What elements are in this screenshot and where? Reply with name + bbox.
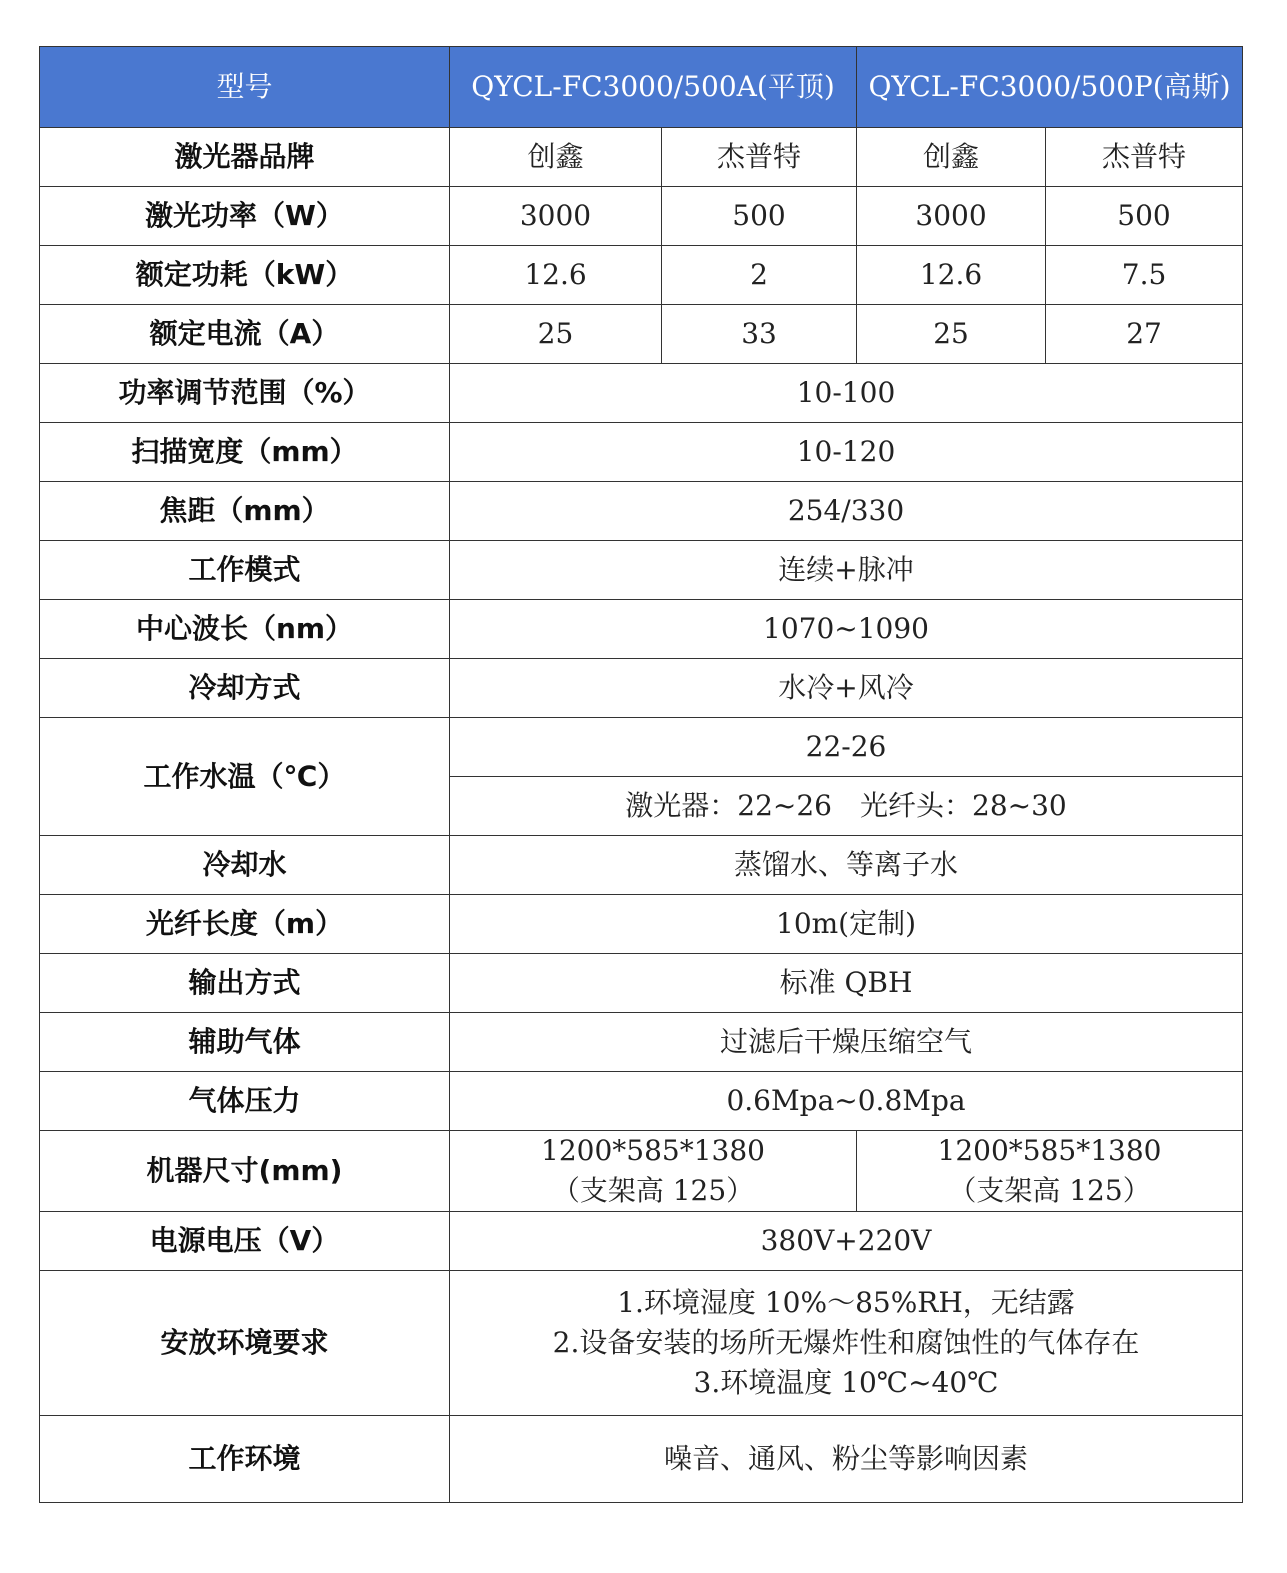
row-label: 输出方式 — [40, 954, 450, 1013]
cell-p2: 500 — [1046, 187, 1243, 246]
cell-value: 激光器：22~26 光纤头：28~30 — [450, 777, 1243, 836]
cell-a1: 3000 — [450, 187, 662, 246]
cell-value: 254/330 — [450, 482, 1243, 541]
cell-dimensions-p — [857, 1131, 1243, 1212]
row-label: 电源电压（V） — [40, 1212, 450, 1271]
row-label: 激光功率（W） — [40, 187, 450, 246]
cell-a1: 创鑫 — [450, 128, 662, 187]
cell-p1: 12.6 — [857, 246, 1046, 305]
table-row-wavelength — [40, 600, 1243, 659]
header-model-p: QYCL-FC3000/500P(高斯) — [857, 47, 1243, 128]
cell-value: 连续+脉冲 — [450, 541, 1243, 600]
row-label: 功率调节范围（%） — [40, 364, 450, 423]
cell-environment — [450, 1271, 1243, 1416]
table-row-current — [40, 305, 1243, 364]
table-row-work-env — [40, 1416, 1243, 1503]
cell-p2: 7.5 — [1046, 246, 1243, 305]
cell-a2: 杰普特 — [662, 128, 857, 187]
table-row-cooling — [40, 659, 1243, 718]
cell-value: 标准 QBH — [450, 954, 1243, 1013]
row-label: 额定电流（A） — [40, 305, 450, 364]
table-row-power — [40, 187, 1243, 246]
cell-value: 1070~1090 — [450, 600, 1243, 659]
dimensions-p-line1: 1200*585*1380 — [937, 1134, 1162, 1167]
row-label: 中心波长（nm） — [40, 600, 450, 659]
row-label: 额定功耗（kW） — [40, 246, 450, 305]
cell-value: 噪音、通风、粉尘等影响因素 — [450, 1416, 1243, 1503]
cell-dimensions-a — [450, 1131, 857, 1212]
table-row-water-temp — [40, 718, 1243, 777]
cell-value: 过滤后干燥压缩空气 — [450, 1013, 1243, 1072]
environment-line2: 2.设备安装的场所无爆炸性和腐蚀性的气体存在 — [552, 1326, 1140, 1359]
cell-value: 380V+220V — [450, 1212, 1243, 1271]
header-model-a: QYCL-FC3000/500A(平顶) — [450, 47, 857, 128]
cell-value: 水冷+风冷 — [450, 659, 1243, 718]
table-row-brand — [40, 128, 1243, 187]
cell-a2: 2 — [662, 246, 857, 305]
table-row-power-range — [40, 364, 1243, 423]
header-row — [40, 47, 1243, 128]
cell-p1: 3000 — [857, 187, 1046, 246]
table-row-focal — [40, 482, 1243, 541]
header-model-label: 型号 — [40, 47, 450, 128]
dimensions-a-line1: 1200*585*1380 — [541, 1134, 765, 1167]
table-row-scan-width — [40, 423, 1243, 482]
spec-table — [39, 46, 1243, 1503]
cell-value: 22-26 — [450, 718, 1243, 777]
cell-p2: 杰普特 — [1046, 128, 1243, 187]
table-row-coolant — [40, 836, 1243, 895]
table-row-voltage — [40, 1212, 1243, 1271]
table-row-aux-gas — [40, 1013, 1243, 1072]
row-label: 气体压力 — [40, 1072, 450, 1131]
cell-a1: 12.6 — [450, 246, 662, 305]
table-row-mode — [40, 541, 1243, 600]
row-label: 机器尺寸(mm) — [40, 1131, 450, 1212]
cell-value: 10m(定制) — [450, 895, 1243, 954]
row-label: 焦距（mm） — [40, 482, 450, 541]
cell-value: 0.6Mpa~0.8Mpa — [450, 1072, 1243, 1131]
dimensions-a-line2: （支架高 125） — [551, 1174, 755, 1207]
cell-value: 10-100 — [450, 364, 1243, 423]
table-row-consumption — [40, 246, 1243, 305]
table-row-dimensions — [40, 1131, 1243, 1212]
cell-p2: 27 — [1046, 305, 1243, 364]
table-row-environment — [40, 1271, 1243, 1416]
row-label: 工作模式 — [40, 541, 450, 600]
cell-a1: 25 — [450, 305, 662, 364]
row-label: 工作水温（℃） — [40, 718, 450, 836]
environment-line3: 3.环境温度 10℃~40℃ — [693, 1366, 999, 1399]
cell-value: 10-120 — [450, 423, 1243, 482]
cell-a2: 500 — [662, 187, 857, 246]
cell-p1: 25 — [857, 305, 1046, 364]
row-label: 冷却方式 — [40, 659, 450, 718]
row-label: 光纤长度（m） — [40, 895, 450, 954]
row-label: 冷却水 — [40, 836, 450, 895]
environment-line1: 1.环境湿度 10%～85%RH，无结露 — [617, 1286, 1075, 1319]
dimensions-p-line2: （支架高 125） — [948, 1174, 1151, 1207]
row-label: 激光器品牌 — [40, 128, 450, 187]
cell-value: 蒸馏水、等离子水 — [450, 836, 1243, 895]
row-label: 工作环境 — [40, 1416, 450, 1503]
table-row-fiber-length — [40, 895, 1243, 954]
cell-a2: 33 — [662, 305, 857, 364]
table-row-output — [40, 954, 1243, 1013]
table-row-gas-pressure — [40, 1072, 1243, 1131]
row-label: 安放环境要求 — [40, 1271, 450, 1416]
row-label: 辅助气体 — [40, 1013, 450, 1072]
cell-p1: 创鑫 — [857, 128, 1046, 187]
row-label: 扫描宽度（mm） — [40, 423, 450, 482]
